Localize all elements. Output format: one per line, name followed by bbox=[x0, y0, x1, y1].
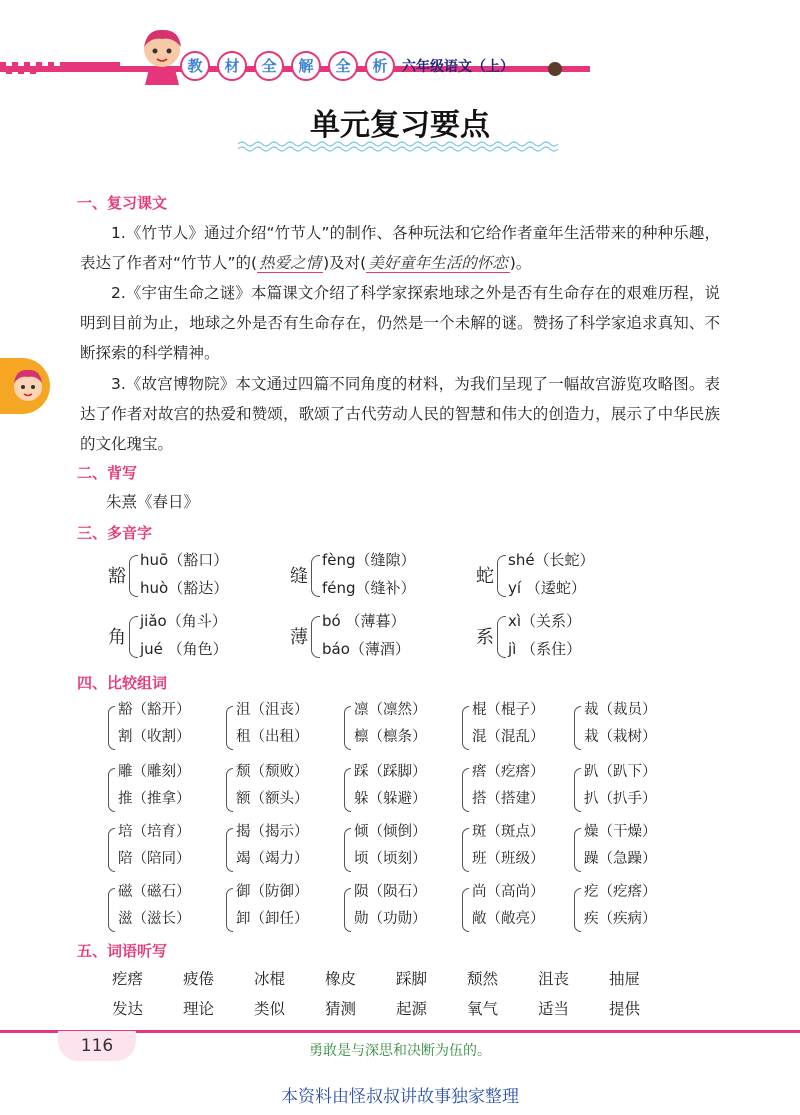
polyphonic-char: 豁 bbox=[108, 566, 126, 587]
compare-word: 租（出租） bbox=[236, 729, 309, 745]
polyphonic-reading: jiǎo（角斗） bbox=[140, 612, 227, 630]
compare-word: 躁（急躁） bbox=[584, 851, 657, 867]
compare-word: 勋（功勋） bbox=[354, 911, 427, 927]
compare-brace bbox=[108, 768, 115, 812]
compare-word: 凛（凛然） bbox=[354, 702, 427, 718]
compare-word: 栽（栽树） bbox=[584, 729, 657, 745]
review-p1-answer-1: 热爱之情 bbox=[259, 254, 322, 272]
footer-credit: 本资料由怪叔叔讲故事独家整理 bbox=[281, 1087, 519, 1107]
title-wave-decoration bbox=[238, 140, 562, 152]
polyphonic-reading: yí （逶蛇） bbox=[508, 579, 586, 597]
mascot-face-icon bbox=[8, 365, 48, 405]
section-heading-review: 一、复习课文 bbox=[77, 194, 168, 212]
compare-word: 棍（棍子） bbox=[472, 702, 545, 718]
compare-word: 沮（沮丧） bbox=[236, 702, 309, 718]
dictation-word: 橡皮 bbox=[325, 970, 357, 988]
compare-brace bbox=[462, 706, 469, 750]
series-char-3: 全 bbox=[254, 51, 284, 81]
compare-word: 躲（躲避） bbox=[354, 791, 427, 807]
polyphonic-reading: féng（缝补） bbox=[322, 579, 416, 597]
review-paragraph-2: 2.《宇宙生命之谜》本篇课文介绍了科学家探索地球之外是否有生命存在的艰难历程，说明到目前为止，地球之外是否有生命存在，仍然是一个未解的谜。赞扬了科学家追求真知、不断探索的科学精神。 bbox=[80, 284, 720, 362]
compare-word: 磁（磁石） bbox=[118, 884, 191, 900]
section-heading-recite: 二、背写 bbox=[77, 464, 138, 482]
compare-word: 扒（扒手） bbox=[584, 791, 657, 807]
compare-brace bbox=[226, 706, 233, 750]
polyphonic-reading: huò（豁达） bbox=[140, 579, 229, 597]
compare-word: 瘩（疙瘩） bbox=[472, 764, 545, 780]
compare-brace bbox=[574, 828, 581, 872]
section-heading-polyphonic: 三、多音字 bbox=[77, 524, 153, 542]
section-heading-compare: 四、比较组词 bbox=[77, 674, 168, 692]
polyphonic-reading: huō（豁口） bbox=[140, 551, 229, 569]
review-p1-text-c: )。 bbox=[509, 254, 532, 272]
compare-word: 割（收割） bbox=[118, 729, 191, 745]
compare-word: 疾（疾病） bbox=[584, 911, 657, 927]
dictation-word: 起源 bbox=[396, 1000, 428, 1018]
dictation-word: 氧气 bbox=[467, 1000, 499, 1018]
compare-word: 豁（豁开） bbox=[118, 702, 191, 718]
compare-word: 裁（裁员） bbox=[584, 702, 657, 718]
polyphonic-char: 系 bbox=[476, 627, 494, 648]
dictation-word: 提供 bbox=[609, 1000, 641, 1018]
compare-word: 混（混乱） bbox=[472, 729, 545, 745]
polyphonic-brace bbox=[129, 555, 138, 597]
compare-word: 颓（颓败） bbox=[236, 764, 309, 780]
polyphonic-char: 缝 bbox=[290, 566, 308, 587]
section-heading-dictation: 五、词语听写 bbox=[77, 942, 168, 960]
polyphonic-reading: jué （角色） bbox=[140, 640, 228, 658]
polyphonic-brace bbox=[129, 616, 138, 658]
dictation-word: 疲倦 bbox=[183, 970, 215, 988]
grade-label: 六年级语文（上） bbox=[402, 59, 514, 75]
series-char-1: 教 bbox=[180, 51, 210, 81]
polyphonic-reading: báo（薄酒） bbox=[322, 640, 410, 658]
polyphonic-reading: bó （薄暮） bbox=[322, 612, 406, 630]
dictation-word: 颓然 bbox=[467, 970, 499, 988]
compare-word: 陨（陨石） bbox=[354, 884, 427, 900]
compare-word: 班（班级） bbox=[472, 851, 545, 867]
series-char-5: 全 bbox=[328, 51, 358, 81]
polyphonic-reading: xì（关系） bbox=[508, 612, 582, 630]
compare-brace bbox=[344, 828, 351, 872]
dictation-word: 类似 bbox=[254, 1000, 286, 1018]
series-char-2: 材 bbox=[217, 51, 247, 81]
polyphonic-brace bbox=[497, 616, 506, 658]
compare-word: 陪（陪同） bbox=[118, 851, 191, 867]
compare-brace bbox=[574, 706, 581, 750]
polyphonic-reading: fèng（缝隙） bbox=[322, 551, 416, 569]
polyphonic-brace bbox=[497, 555, 506, 597]
polyphonic-char: 薄 bbox=[290, 627, 308, 648]
polyphonic-reading: shé（长蛇） bbox=[508, 551, 595, 569]
compare-word: 燥（干燥） bbox=[584, 824, 657, 840]
review-p1-answer-2: 美好童年生活的怀恋 bbox=[368, 254, 508, 272]
pen-tip-icon bbox=[548, 62, 562, 76]
compare-brace bbox=[574, 768, 581, 812]
compare-word: 敞（敞亮） bbox=[472, 911, 545, 927]
compare-brace bbox=[344, 706, 351, 750]
compare-word: 斑（斑点） bbox=[472, 824, 545, 840]
polyphonic-brace bbox=[311, 555, 320, 597]
compare-word: 趴（趴下） bbox=[584, 764, 657, 780]
review-p1-text-b: )及对( bbox=[323, 254, 367, 272]
polyphonic-char: 角 bbox=[108, 627, 126, 648]
dictation-word: 沮丧 bbox=[538, 970, 570, 988]
dictation-word: 抽屉 bbox=[609, 970, 641, 988]
compare-word: 檩（檩条） bbox=[354, 729, 427, 745]
dictation-word: 冰棍 bbox=[254, 970, 286, 988]
compare-brace bbox=[108, 828, 115, 872]
review-paragraph-3: 3.《故宫博物院》本文通过四篇不同角度的材料，为我们呈现了一幅故宫游览攻略图。表达了作者对故宫的热爱和赞颂，歌颂了古代劳动人民的智慧和伟大的创造力，展示了中华民族的文化瑰宝。 bbox=[80, 375, 720, 453]
compare-brace bbox=[344, 888, 351, 932]
compare-brace bbox=[108, 706, 115, 750]
polyphonic-reading: jì （系住） bbox=[508, 640, 582, 658]
footer-motto: 勇敢是与深思和决断为伍的。 bbox=[309, 1043, 491, 1059]
compare-brace bbox=[108, 888, 115, 932]
compare-word: 踩（踩脚） bbox=[354, 764, 427, 780]
page-title: 单元复习要点 bbox=[310, 108, 490, 143]
recite-poem: 朱熹《春日》 bbox=[106, 493, 200, 511]
compare-brace bbox=[226, 888, 233, 932]
compare-word: 额（额头） bbox=[236, 791, 309, 807]
compare-word: 倾（倾倒） bbox=[354, 824, 427, 840]
dictation-word: 理论 bbox=[183, 1000, 215, 1018]
compare-word: 御（防御） bbox=[236, 884, 309, 900]
compare-word: 疙（疙瘩） bbox=[584, 884, 657, 900]
compare-word: 滋（滋长） bbox=[118, 911, 191, 927]
polyphonic-char: 蛇 bbox=[476, 566, 494, 587]
compare-brace bbox=[462, 888, 469, 932]
compare-word: 推（推拿） bbox=[118, 791, 191, 807]
compare-brace bbox=[344, 768, 351, 812]
compare-brace bbox=[462, 768, 469, 812]
dictation-word: 猜测 bbox=[325, 1000, 357, 1018]
compare-word: 搭（搭建） bbox=[472, 791, 545, 807]
compare-word: 卸（卸任） bbox=[236, 911, 309, 927]
compare-brace bbox=[226, 828, 233, 872]
compare-word: 雕（雕刻） bbox=[118, 764, 191, 780]
compare-brace bbox=[226, 768, 233, 812]
review-paragraph-1 bbox=[80, 218, 720, 278]
compare-word: 尚（高尚） bbox=[472, 884, 545, 900]
compare-word: 顷（顷刻） bbox=[354, 851, 427, 867]
series-char-4: 解 bbox=[291, 51, 321, 81]
review-p1-text-a: 1.《竹节人》通过介绍“竹节人”的制作、各种玩法和它给作者童年生活带来的种种乐趣，表达了作者对“竹节人”的( bbox=[80, 224, 720, 272]
compare-word: 揭（揭示） bbox=[236, 824, 309, 840]
compare-brace bbox=[574, 888, 581, 932]
compare-word: 竭（竭力） bbox=[236, 851, 309, 867]
dictation-word: 疙瘩 bbox=[112, 970, 144, 988]
page-number: 116 bbox=[80, 1036, 114, 1056]
dictation-word: 适当 bbox=[538, 1000, 570, 1018]
compare-brace bbox=[462, 828, 469, 872]
dictation-word: 踩脚 bbox=[396, 970, 428, 988]
polyphonic-brace bbox=[311, 616, 320, 658]
compare-word: 培（培育） bbox=[118, 824, 191, 840]
dictation-word: 发达 bbox=[112, 1000, 144, 1018]
series-char-6: 析 bbox=[365, 51, 395, 81]
